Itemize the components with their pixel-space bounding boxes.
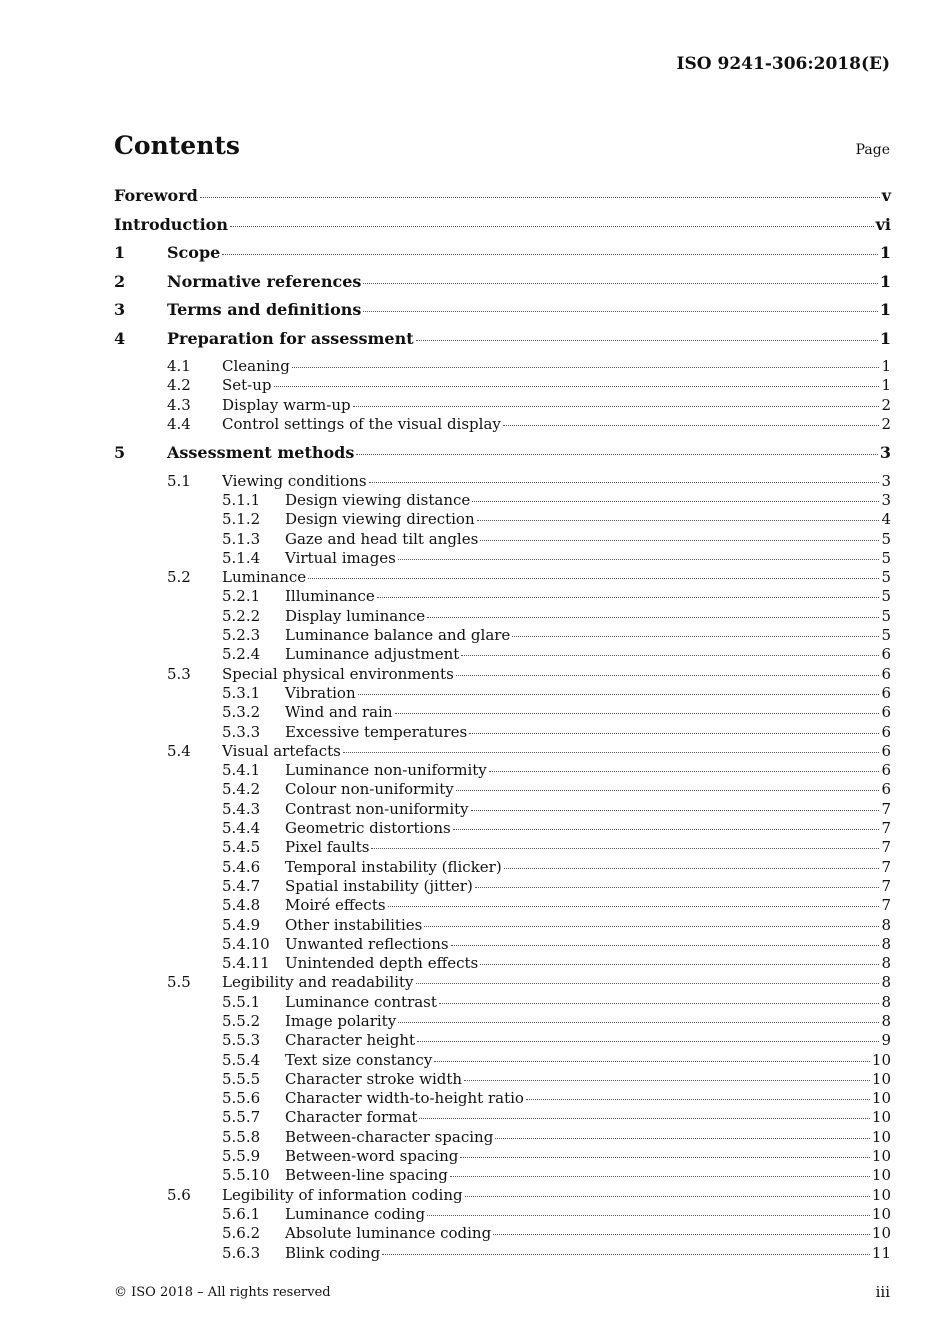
toc-entry[interactable]	[114, 1089, 891, 1108]
dot-leader	[465, 1196, 870, 1197]
dot-leader	[480, 540, 879, 541]
dot-leader	[424, 926, 879, 927]
toc-entry[interactable]	[114, 1031, 891, 1050]
toc-entry-page: 7	[881, 838, 891, 857]
dot-leader	[453, 829, 880, 830]
dot-leader	[358, 694, 880, 695]
toc-entry-page: 8	[881, 915, 891, 934]
toc-entry[interactable]	[114, 300, 891, 329]
dot-leader	[503, 425, 880, 426]
table-of-contents	[114, 186, 891, 1263]
dot-leader	[434, 1061, 870, 1062]
toc-entry-number: 5.3	[167, 664, 191, 683]
toc-entry[interactable]	[114, 742, 891, 761]
toc-entry-title[interactable]: Foreword	[114, 186, 198, 205]
toc-entry-title[interactable]: Luminance non-uniformity	[285, 761, 487, 780]
toc-entry[interactable]	[114, 549, 891, 568]
toc-entry-title[interactable]: Illuminance	[285, 587, 375, 606]
toc-entry-number: 5.5.3	[222, 1031, 261, 1050]
toc-entry-title[interactable]: Character format	[285, 1108, 418, 1127]
toc-entry-title[interactable]: Moiré effects	[285, 896, 386, 915]
toc-entry-page: 7	[881, 799, 891, 818]
dot-leader	[417, 1041, 879, 1042]
toc-entry[interactable]	[114, 645, 891, 664]
toc-entry-title[interactable]: Design viewing distance	[285, 490, 471, 509]
toc-entry[interactable]	[114, 1012, 891, 1031]
dot-leader	[363, 283, 877, 284]
toc-entry-number: 5.5.2	[222, 1012, 261, 1030]
toc-entry-number: 5.1.3	[222, 529, 261, 548]
dot-leader	[495, 1138, 870, 1139]
toc-entry-title[interactable]: Character width-to-height ratio	[285, 1089, 524, 1108]
toc-entry-page: 10	[871, 1224, 891, 1243]
toc-entry-title[interactable]: Luminance	[222, 568, 307, 587]
dot-leader	[427, 1215, 870, 1216]
toc-entry-number: 4.4	[167, 414, 191, 433]
toc-entry-page: 10	[871, 1089, 891, 1108]
toc-entry-title[interactable]: Text size constancy	[285, 1050, 433, 1069]
toc-entry-page: 6	[881, 683, 891, 702]
toc-entry-title[interactable]: Gaze and head tilt angles	[285, 529, 479, 548]
dot-leader	[416, 983, 880, 984]
dot-leader	[398, 559, 880, 560]
toc-entry-title[interactable]: Terms and definitions	[167, 300, 362, 319]
dot-leader	[292, 367, 880, 368]
toc-entry[interactable]	[114, 396, 891, 415]
toc-entry-title[interactable]: Luminance balance and glare	[285, 626, 511, 645]
toc-entry[interactable]	[114, 472, 891, 491]
toc-entry-page: 10	[871, 1050, 891, 1069]
toc-entry-title[interactable]: Set-up	[222, 376, 272, 395]
toc-entry[interactable]	[114, 761, 891, 780]
toc-entry-number: 5.2	[167, 568, 191, 587]
toc-entry-title[interactable]: Virtual images	[285, 548, 396, 567]
dot-leader	[477, 520, 880, 521]
dot-leader	[222, 254, 878, 255]
toc-entry-title[interactable]: Normative references	[167, 271, 362, 291]
toc-entry-number: 5.6.1	[222, 1204, 261, 1223]
toc-entry-page: 7	[881, 876, 891, 895]
dot-leader	[398, 1022, 879, 1023]
toc-entry[interactable]	[114, 723, 891, 742]
toc-entry-number: 5.1	[167, 471, 191, 490]
toc-entry-page: 1	[879, 328, 891, 348]
toc-entry[interactable]	[114, 568, 891, 587]
toc-entry-page: 5	[881, 548, 891, 567]
toc-entry-title[interactable]: Character stroke width	[285, 1069, 463, 1088]
toc-entry-number: 5.3.3	[222, 722, 261, 741]
toc-entry[interactable]	[114, 819, 891, 838]
toc-entry-page: 6	[881, 761, 891, 780]
toc-entry[interactable]	[114, 877, 891, 896]
dot-leader	[343, 752, 880, 753]
document-id: ISO 9241-306:2018(E)	[676, 54, 890, 74]
toc-entry-page: 10	[871, 1204, 891, 1223]
dot-leader	[469, 733, 879, 734]
toc-entry-title[interactable]: Viewing conditions	[222, 471, 367, 490]
dot-leader	[471, 810, 880, 811]
dot-leader	[489, 771, 880, 772]
toc-entry-page: 9	[881, 1031, 891, 1050]
toc-entry-title[interactable]: Colour non-uniformity	[285, 780, 454, 799]
toc-entry-number: 5.2.2	[222, 606, 261, 625]
dot-leader	[456, 790, 880, 791]
toc-entry-page: 3	[881, 490, 891, 509]
dot-leader	[395, 713, 880, 714]
dot-leader	[464, 1080, 870, 1081]
toc-entry-title[interactable]: Scope	[167, 243, 221, 262]
toc-entry-number: 1	[114, 243, 126, 262]
toc-entry-title[interactable]: Between-line spacing	[285, 1166, 448, 1185]
toc-entry-number: 5.4.10	[222, 934, 270, 953]
dot-leader	[461, 655, 879, 656]
toc-entry[interactable]	[114, 1108, 891, 1127]
dot-leader	[388, 906, 880, 907]
toc-entry-page: v	[881, 186, 891, 205]
toc-entry[interactable]	[114, 243, 891, 272]
dot-leader	[382, 1254, 870, 1255]
toc-entry-number: 5.6.3	[222, 1243, 261, 1262]
toc-entry-title[interactable]: Pixel faults	[285, 838, 370, 857]
toc-entry-page: 10	[871, 1166, 891, 1185]
toc-entry-page: 8	[881, 973, 891, 992]
toc-entry-number: 3	[114, 300, 126, 319]
dot-leader	[356, 454, 878, 455]
toc-entry-number: 5.1.1	[222, 490, 261, 509]
toc-entry-number: 5.1.2	[222, 510, 261, 529]
dot-leader	[439, 1003, 880, 1004]
toc-entry-title[interactable]: Blink coding	[285, 1243, 381, 1262]
toc-entry-page: 7	[881, 857, 891, 876]
toc-entry-number: 5.4.2	[222, 780, 261, 799]
toc-entry-page: 3	[881, 471, 891, 490]
toc-entry[interactable]	[114, 415, 891, 434]
toc-entry-page: 5	[881, 587, 891, 606]
toc-entry-title[interactable]: Visual artefacts	[222, 741, 341, 760]
toc-entry[interactable]	[114, 1244, 891, 1263]
toc-entry-title[interactable]: Between-character spacing	[285, 1127, 494, 1146]
copyright-footer: © ISO 2018 – All rights reserved	[114, 1285, 331, 1300]
toc-entry-number: 5.2.1	[222, 587, 261, 606]
toc-entry-title[interactable]: Absolute luminance coding	[285, 1224, 492, 1243]
toc-entry-page: 4	[881, 510, 891, 529]
toc-entry-number: 5.5.10	[222, 1166, 270, 1185]
dot-leader	[200, 197, 880, 198]
toc-entry-number: 4	[114, 328, 126, 348]
toc-entry-number: 5.5.4	[222, 1050, 261, 1069]
page-number: iii	[875, 1283, 890, 1301]
toc-entry[interactable]	[114, 916, 891, 935]
toc-entry-number: 5.5.6	[222, 1089, 261, 1108]
toc-entry[interactable]	[114, 973, 891, 992]
toc-entry[interactable]	[114, 1128, 891, 1147]
toc-entry-page: 1	[879, 271, 891, 291]
toc-entry-page: 7	[881, 819, 891, 838]
toc-entry-title[interactable]: Spatial instability (jitter)	[285, 876, 473, 895]
toc-entry-title[interactable]: Design viewing direction	[285, 510, 475, 529]
toc-entry[interactable]	[114, 838, 891, 857]
dot-leader	[274, 386, 880, 387]
toc-entry-page: 5	[881, 529, 891, 548]
toc-entry-page: 10	[871, 1108, 891, 1127]
toc-entry-number: 5.4.8	[222, 896, 261, 915]
toc-entry-title[interactable]: Excessive temperatures	[285, 722, 468, 741]
toc-entry-number: 5.6.2	[222, 1224, 261, 1243]
toc-entry-number: 5.4.1	[222, 761, 261, 780]
toc-entry[interactable]	[114, 186, 891, 215]
toc-entry[interactable]	[114, 607, 891, 626]
toc-entry-page: 7	[881, 896, 891, 915]
toc-entry-page: vi	[875, 214, 891, 234]
toc-entry-title[interactable]: Geometric distortions	[285, 819, 451, 838]
toc-entry-number: 5.4	[167, 741, 191, 760]
toc-entry[interactable]	[114, 665, 891, 684]
toc-entry-title[interactable]: Luminance adjustment	[285, 645, 460, 664]
toc-entry-page: 6	[881, 722, 891, 741]
toc-entry-page: 10	[871, 1127, 891, 1146]
toc-entry-number: 4.1	[167, 357, 191, 375]
toc-entry-title[interactable]: Unintended depth effects	[285, 954, 479, 973]
toc-entry-page: 2	[881, 414, 891, 433]
toc-entry-title[interactable]: Unwanted reflections	[285, 934, 449, 953]
toc-entry-page: 10	[871, 1069, 891, 1088]
toc-entry[interactable]	[114, 780, 891, 799]
toc-entry-page: 6	[881, 703, 891, 722]
toc-entry-title[interactable]: Special physical environments	[222, 664, 454, 683]
toc-entry-title[interactable]: Other instabilities	[285, 915, 423, 934]
toc-entry[interactable]	[114, 626, 891, 645]
toc-entry-title[interactable]: Wind and rain	[285, 703, 393, 722]
toc-entry-title[interactable]: Temporal instability (flicker)	[285, 857, 502, 876]
toc-entry-page: 5	[881, 626, 891, 645]
toc-entry-title[interactable]: Character height	[285, 1031, 416, 1050]
dot-leader	[450, 1176, 870, 1177]
toc-entry-number: 5.4.6	[222, 857, 261, 876]
toc-entry[interactable]	[114, 1051, 891, 1070]
toc-entry-number: 5.3.2	[222, 703, 261, 722]
toc-entry-page: 1	[879, 300, 891, 319]
toc-entry[interactable]	[114, 357, 891, 376]
dot-leader	[456, 675, 880, 676]
dot-leader	[419, 1118, 870, 1119]
toc-entry-page: 1	[881, 357, 891, 375]
toc-entry-number: 5.5.9	[222, 1147, 261, 1166]
toc-entry-number: 5.4.7	[222, 876, 261, 895]
page-column-label: Page	[855, 142, 890, 158]
toc-entry-number: 5.5.5	[222, 1069, 261, 1088]
toc-entry[interactable]	[114, 800, 891, 819]
toc-entry-number: 4.3	[167, 395, 191, 414]
toc-entry-number: 5.4.4	[222, 819, 261, 838]
toc-entry-title[interactable]: Luminance contrast	[285, 992, 437, 1011]
toc-entry[interactable]	[114, 858, 891, 877]
toc-entry[interactable]	[114, 993, 891, 1012]
toc-entry-number: 5.5.7	[222, 1108, 261, 1127]
toc-entry-number: 5.3.1	[222, 683, 261, 702]
toc-entry-page: 8	[881, 992, 891, 1011]
dot-leader	[480, 964, 879, 965]
toc-entry[interactable]	[114, 1070, 891, 1089]
toc-entry-page: 2	[881, 395, 891, 414]
toc-entry[interactable]	[114, 491, 891, 510]
toc-entry-page: 10	[871, 1147, 891, 1166]
dot-leader	[308, 578, 879, 579]
toc-entry-title[interactable]: Control settings of the visual display	[222, 414, 501, 433]
toc-entry-number: 5.5.1	[222, 992, 261, 1011]
dot-leader	[504, 868, 880, 869]
toc-entry[interactable]	[114, 1166, 891, 1185]
toc-entry-page: 3	[879, 443, 891, 463]
toc-entry-page: 8	[881, 1012, 891, 1030]
toc-entry[interactable]	[114, 587, 891, 606]
toc-entry-title[interactable]: Legibility of information coding	[222, 1185, 463, 1204]
toc-entry-title[interactable]: Image polarity	[285, 1012, 397, 1030]
toc-entry-number: 5	[114, 443, 126, 463]
toc-entry-title[interactable]: Contrast non-uniformity	[285, 799, 469, 818]
toc-entry-page: 8	[881, 954, 891, 973]
toc-entry-page: 6	[881, 741, 891, 760]
toc-entry-number: 4.2	[167, 376, 191, 395]
dot-leader	[475, 887, 880, 888]
toc-entry[interactable]	[114, 1224, 891, 1243]
toc-entry[interactable]	[114, 1147, 891, 1166]
toc-entry-number: 2	[114, 271, 126, 291]
toc-entry-title[interactable]: Preparation for assessment	[167, 328, 414, 348]
toc-entry[interactable]	[114, 684, 891, 703]
toc-entry[interactable]	[114, 896, 891, 915]
dot-leader	[460, 1157, 870, 1158]
toc-entry-title[interactable]: Luminance coding	[285, 1204, 426, 1223]
toc-entry[interactable]	[114, 935, 891, 954]
dot-leader	[472, 501, 879, 502]
toc-entry-title[interactable]: Vibration	[285, 683, 356, 702]
toc-entry-page: 8	[881, 934, 891, 953]
toc-entry-page: 1	[881, 376, 891, 395]
toc-entry-page: 6	[881, 664, 891, 683]
toc-entry[interactable]	[114, 1186, 891, 1205]
toc-entry[interactable]	[114, 443, 891, 472]
dot-leader	[416, 340, 878, 341]
dot-leader	[493, 1234, 870, 1235]
dot-leader	[353, 406, 880, 407]
dot-leader	[369, 482, 880, 483]
toc-entry-title[interactable]: Introduction	[114, 214, 228, 234]
toc-entry-page: 6	[881, 645, 891, 664]
dot-leader	[512, 636, 879, 637]
toc-entry[interactable]	[114, 376, 891, 395]
toc-entry-number: 5.4.9	[222, 915, 261, 934]
toc-entry[interactable]	[114, 329, 891, 358]
toc-entry-page: 1	[879, 243, 891, 262]
toc-entry[interactable]	[114, 215, 891, 244]
toc-entry-page: 5	[881, 568, 891, 587]
toc-entry-title[interactable]: Cleaning	[222, 357, 290, 375]
contents-title: Contents	[114, 131, 241, 160]
toc-entry-title[interactable]: Assessment methods	[167, 443, 355, 463]
dot-leader	[427, 617, 879, 618]
dot-leader	[230, 226, 874, 227]
toc-entry-title[interactable]: Display luminance	[285, 606, 426, 625]
toc-entry-number: 5.2.4	[222, 645, 261, 664]
toc-entry-title[interactable]: Display warm-up	[222, 395, 351, 414]
toc-entry[interactable]	[114, 1205, 891, 1224]
toc-entry-page: 5	[881, 606, 891, 625]
toc-entry-number: 5.5.8	[222, 1127, 261, 1146]
toc-entry-number: 5.4.5	[222, 838, 261, 857]
toc-entry-page: 11	[871, 1243, 891, 1262]
toc-entry-title[interactable]: Legibility and readability	[222, 973, 414, 992]
toc-entry-number: 5.2.3	[222, 626, 261, 645]
toc-entry[interactable]	[114, 703, 891, 722]
dot-leader	[451, 945, 880, 946]
toc-entry-number: 5.6	[167, 1185, 191, 1204]
toc-entry[interactable]	[114, 954, 891, 973]
dot-leader	[377, 597, 880, 598]
dot-leader	[526, 1099, 870, 1100]
toc-entry[interactable]	[114, 530, 891, 549]
dot-leader	[371, 848, 879, 849]
dot-leader	[363, 311, 877, 312]
toc-entry-number: 5.5	[167, 973, 191, 992]
toc-entry-page: 6	[881, 780, 891, 799]
toc-entry[interactable]	[114, 272, 891, 301]
toc-entry-page: 10	[871, 1185, 891, 1204]
toc-entry-number: 5.4.3	[222, 799, 261, 818]
toc-entry-number: 5.4.11	[222, 954, 270, 973]
toc-entry-title[interactable]: Between-word spacing	[285, 1147, 459, 1166]
toc-entry-number: 5.1.4	[222, 548, 261, 567]
toc-entry[interactable]	[114, 510, 891, 529]
